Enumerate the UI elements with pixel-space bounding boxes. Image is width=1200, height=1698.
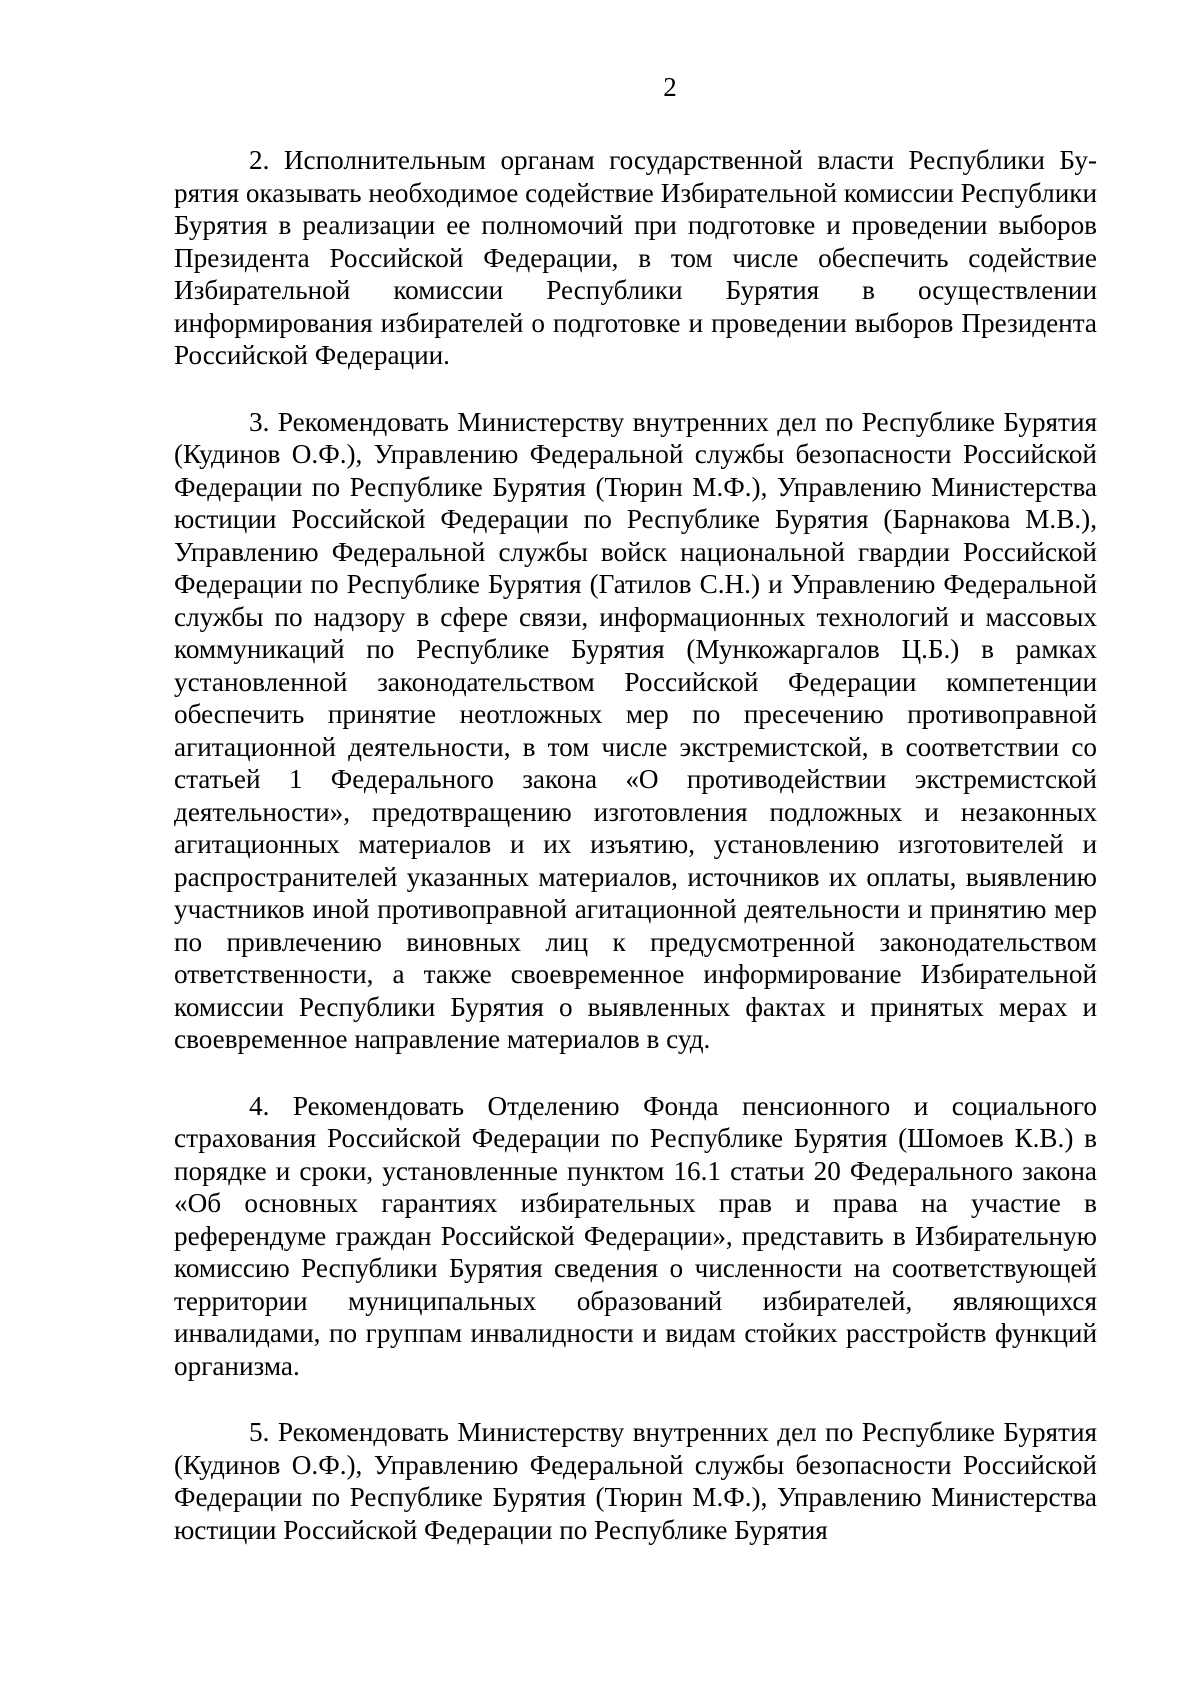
paragraph-4-recommend-pension-fund: 4. Рекомендовать Отделению Фонда пенсионного и социального страхования Российской Федерации по Республике Бурятия (Шомоев К.В.) в порядке и сроки, установленные пунктом 16.1 статьи 20 Федерального закона «Об основных гарантиях избирательных прав и права на участие в референдуме граждан Российской Федерации», представить в Избирательную комиссию Республики Бурятия сведения о численности на соответствующей территории муниципальных образований избирателей, являющихся инвалидами, по группам инвалидности и видам стойких расстройств функций организма. [174,1090,1097,1381]
paragraph-3-recommend-law-enforcement: 3. Рекомендовать Министерству внутренних дел по Республике Бурятия (Кудинов О.Ф.), Управлению Федеральной службы безопасности Российской Федерации по Республике Бурятия (Тюрин М.Ф.), Управлению Министерства юстиции Российской Федерации по Республике Бурятия (Барнакова М.В.), Управлению Федеральной службы войск национальной гвардии Российской Федерации по Республике Бурятия (Гатилов С.Н.) и Управлению Федеральной службы по надзору в сфере связи, информационных технологий и массовых коммуникаций по Республике Бурятия (Мункожаргалов Ц.Б.) в рамках установленной законодательством Российской Федерации компетенции обеспечить принятие неотложных мер по пресечению противоправной агитационной деятельности, в том числе экстремистской, в соответствии со статьей 1 Федерального закона «О противодействии экстремистской деятельности», предотвращению изготовления подложных и незаконных агитационных материалов и их изъятию, установлению изготовителей и распространителей указанных материалов, источников их оплаты, выявлению участников иной противоправной агитационной деятельности и принятию мер по привлечению виновных лиц к предусмотренной законодательством ответственности, а также своевременное информирование Избирательной комиссии Республики Бурятия о выявленных фактах и принятых мерах и своевременное направление материалов в суд. [174,406,1097,1054]
paragraph-5-recommend-ministry: 5. Рекомендовать Министерству внутренних дел по Республике Бурятия (Кудинов О.Ф.), Управлению Федеральной службы безопасности Российской Федерации по Республике Бурятия (Тюрин М.Ф.), Управлению Министерства юстиции Российской Федерации по Республике Бурятия [174,1417,1097,1545]
page-number: 2 [663,72,677,102]
document-body [174,144,1097,1546]
paragraph-2-executive-bodies: 2. Исполнительным органам государственной власти Республики Бурятия оказывать необходимое содействие Избирательной комиссии Республики Бурятия в реализации ее полномочий при подготовке и проведении выборов Президента Российской Федерации, в том числе обеспечить содействие Избирательной комиссии Республики Бурятия в осуществлении информирования избирателей о подготовке и проведении выборов Президента Российской Федерации. [174,145,1097,370]
